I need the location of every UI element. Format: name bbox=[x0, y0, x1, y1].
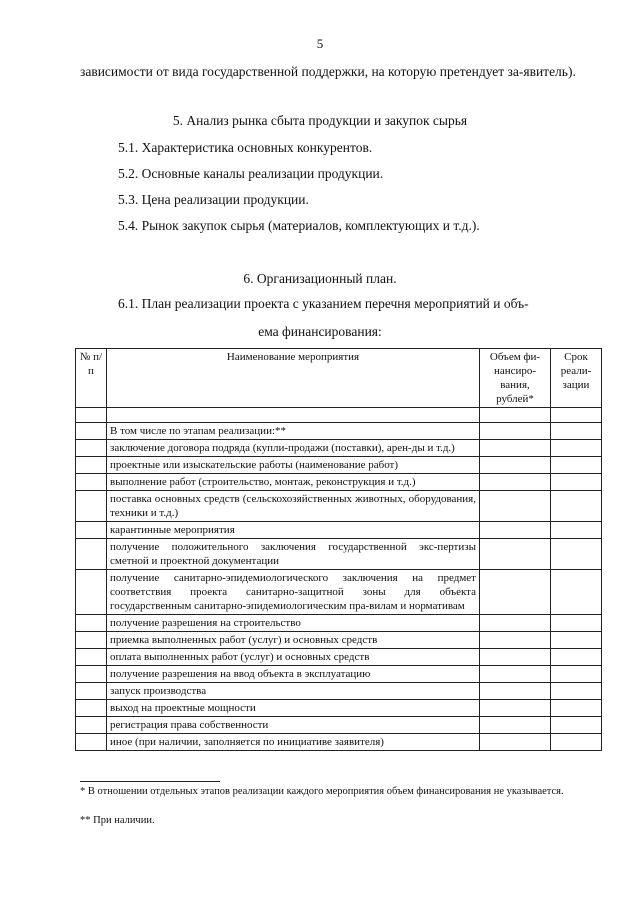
table-row bbox=[76, 700, 602, 717]
section-5-item: 5.3. Цена реализации продукции. bbox=[118, 192, 309, 207]
header-term: Срок реали-зации bbox=[551, 349, 602, 408]
table-row bbox=[76, 457, 602, 474]
table-cell: получение разрешения на строительство bbox=[107, 615, 480, 632]
table-empty-row bbox=[76, 408, 602, 423]
table-cell: заключение договора подряда (купли-продажи (поставки), арен-ды и т.д.) bbox=[107, 440, 480, 457]
section-5-item: 5.1. Характеристика основных конкурентов. bbox=[118, 140, 373, 155]
table-row bbox=[76, 440, 602, 457]
footnote-1: * В отношении отдельных этапов реализации каждого мероприятия объем финансирования не указывается. bbox=[80, 786, 564, 797]
table-row bbox=[76, 615, 602, 632]
table-group-label: В том числе по этапам реализации:** bbox=[107, 423, 480, 440]
table-cell: выполнение работ (строительство, монтаж, реконструкция и т.д.) bbox=[107, 474, 480, 491]
table-cell: регистрация права собственности bbox=[107, 717, 480, 734]
table-cell: иное (при наличии, заполняется по инициативе заявителя) bbox=[107, 734, 480, 751]
table-row bbox=[76, 666, 602, 683]
header-volume: Объем фи-нансиро-вания, рублей* bbox=[480, 349, 551, 408]
table-cell: поставка основных средств (сельскохозяйственных животных, оборудования, техники и т.д.) bbox=[107, 491, 480, 522]
table-row bbox=[76, 570, 602, 615]
section-5-title: 5. Анализ рынка сбыта продукции и закупок сырья bbox=[172, 113, 468, 128]
table-cell: оплата выполненных работ (услуг) и основных средств bbox=[107, 649, 480, 666]
table-cell: приемка выполненных работ (услуг) и основных средств bbox=[107, 632, 480, 649]
table-row bbox=[76, 683, 602, 700]
continuation-paragraph: зависимости от вида государственной поддержки, на которую претендует за-явитель). bbox=[80, 64, 576, 79]
table-cell: получение положительного заключения государственной экс-пертизы сметной и проектной документации bbox=[107, 539, 480, 570]
section-5-item: 5.2. Основные каналы реализации продукции. bbox=[118, 166, 384, 181]
table-row bbox=[76, 423, 602, 440]
table-row bbox=[76, 491, 602, 522]
table-cell: проектные или изыскательские работы (наименование работ) bbox=[107, 457, 480, 474]
table-row bbox=[76, 474, 602, 491]
table-cell: получение санитарно-эпидемиологического заключения на предмет соответствия проекта санитарно-защитной зоны для объекта государственным санитарно-эпидемиологическим пра-вилам и нормативам bbox=[107, 570, 480, 615]
footnote-2: ** При наличии. bbox=[80, 815, 155, 826]
table-row bbox=[76, 539, 602, 570]
table-row bbox=[76, 649, 602, 666]
section-6-title: 6. Организационный план. bbox=[243, 271, 397, 286]
table-cell: карантинные мероприятия bbox=[107, 522, 480, 539]
page-number: 5 bbox=[316, 36, 324, 51]
section-5-item: 5.4. Рынок закупок сырья (материалов, комплектующих и т.д.). bbox=[118, 218, 480, 233]
header-num: № п/п bbox=[76, 349, 107, 408]
table-cell: выход на проектные мощности bbox=[107, 700, 480, 717]
table-row bbox=[76, 522, 602, 539]
table-row bbox=[76, 717, 602, 734]
table-row bbox=[76, 734, 602, 751]
table-header-row bbox=[76, 349, 602, 408]
section-6-1-text: 6.1. План реализации проекта с указанием перечня мероприятий и объ- bbox=[118, 296, 529, 311]
table-row bbox=[76, 632, 602, 649]
section-6-1-text-cont: ема финансирования: bbox=[258, 324, 382, 339]
table-cell: запуск производства bbox=[107, 683, 480, 700]
plan-table bbox=[75, 348, 602, 751]
header-name: Наименование мероприятия bbox=[107, 349, 480, 408]
footnote-divider bbox=[80, 781, 220, 782]
table-cell: получение разрешения на ввод объекта в эксплуатацию bbox=[107, 666, 480, 683]
